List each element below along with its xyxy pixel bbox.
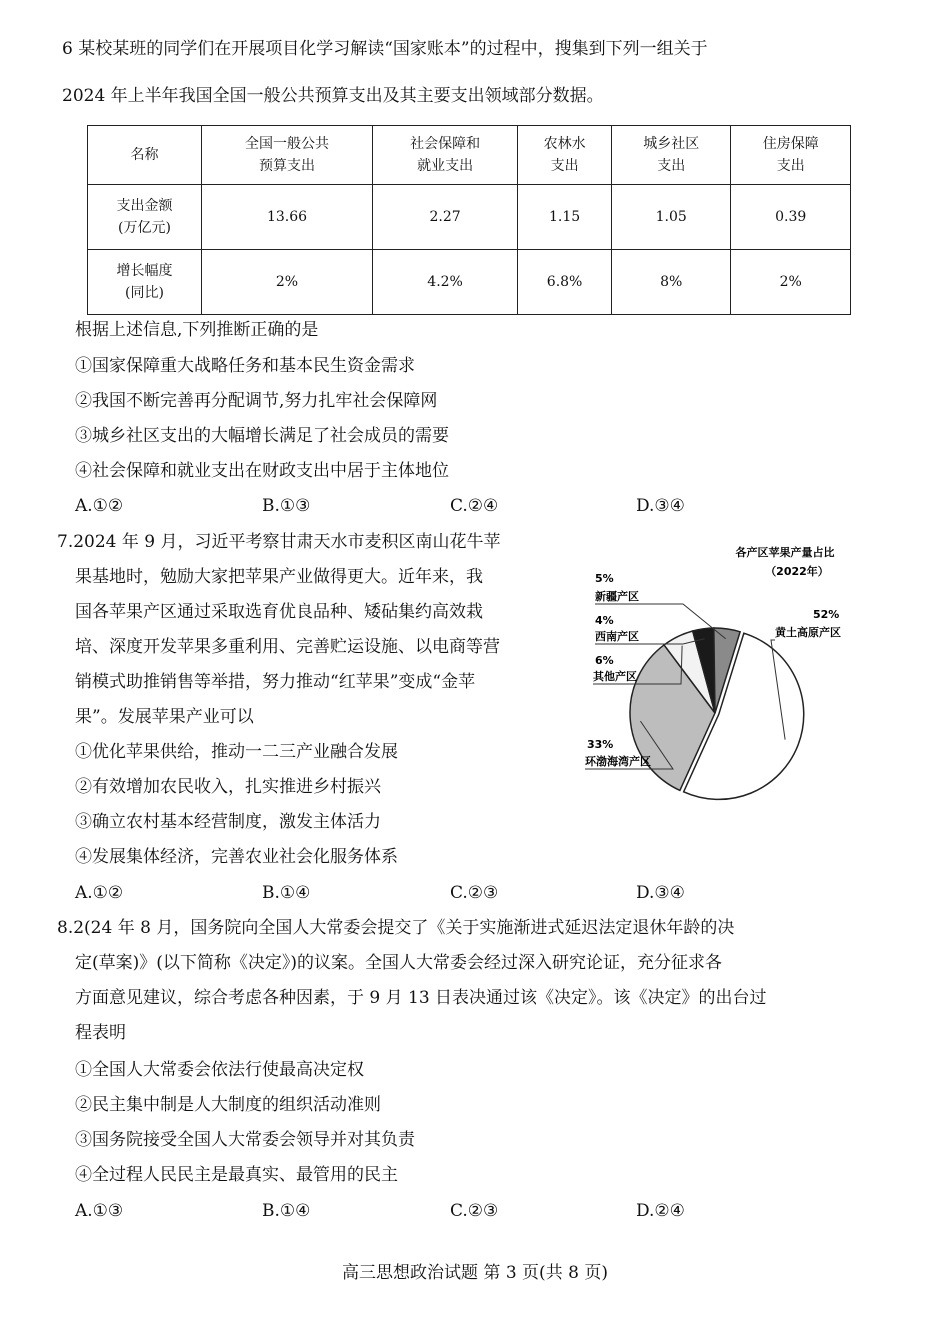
table-row-amount	[88, 185, 851, 250]
q8-option-b[interactable]: B.①④	[262, 1201, 311, 1221]
q8-stem-line-2: 定(草案)》(以下简称《决定》)的议案。全国人大常委会经过深入研究论证，充分征求各	[75, 953, 723, 973]
slice-percent-label: 5%	[595, 572, 614, 585]
q8-item-2: ②民主集中制是人大制度的组织活动准则	[75, 1095, 381, 1115]
header-cell: 城乡社区 支出	[611, 126, 731, 185]
chart-subtitle: （2022年）	[765, 565, 829, 578]
chart-title: 各产区苹果产量占比	[735, 546, 835, 559]
slice-category-label: 其他产区	[593, 670, 637, 683]
q8-item-3: ③国务院接受全国人大常委会领导并对其负责	[75, 1130, 415, 1150]
table-cell: 4.2%	[372, 250, 517, 315]
header-cell: 全国一般公共 预算支出	[202, 126, 373, 185]
q7-stem-line-4: 培、深度开发苹果多重利用、完善贮运设施、以电商等营	[75, 637, 500, 657]
table-cell: 8%	[611, 250, 731, 315]
pie-chart-svg	[585, 538, 875, 808]
q8-option-c[interactable]: C.②③	[450, 1201, 499, 1221]
q6-item-3: ③城乡社区支出的大幅增长满足了社会成员的需要	[75, 426, 449, 446]
q8-stem-line-4: 程表明	[75, 1023, 126, 1043]
q8-stem-line-1: 8.2(24 年 8 月，国务院向全国人大常委会提交了《关于实施渐进式延迟法定退休年龄的决	[57, 918, 735, 938]
header-cell: 农林水 支出	[518, 126, 612, 185]
q8-stem-line-3: 方面意见建议，综合考虑各种因素，于 9 月 13 日表决通过该《决定》。该《决定》的出台过	[75, 988, 767, 1008]
q7-item-1: ①优化苹果供给，推动一二三产业融合发展	[75, 742, 398, 762]
header-cell: 社会保障和 就业支出	[372, 126, 517, 185]
q7-stem-line-3: 国各苹果产区通过采取选育优良品种、矮砧集约高效栽	[75, 602, 483, 622]
table-cell: 2%	[202, 250, 373, 315]
slice-category-label: 黄土高原产区	[775, 626, 841, 639]
q7-option-d[interactable]: D.③④	[636, 883, 685, 903]
slice-percent-label: 52%	[813, 608, 840, 621]
q6-stem-line-2: 2024 年上半年我国全国一般公共预算支出及其主要支出领域部分数据。	[62, 86, 604, 106]
header-cell: 名称	[88, 126, 202, 185]
slice-percent-label: 6%	[595, 654, 614, 667]
q7-item-2: ②有效增加农民收入，扎实推进乡村振兴	[75, 777, 381, 797]
q6-option-d[interactable]: D.③④	[636, 496, 685, 516]
q7-option-c[interactable]: C.②③	[450, 883, 499, 903]
q8-item-1: ①全国人大常委会依法行使最高决定权	[75, 1060, 364, 1080]
q7-stem-line-1: 7.2024 年 9 月，习近平考察甘肃天水市麦积区南山花牛苹	[57, 532, 501, 552]
row-label: 增长幅度 (同比)	[88, 250, 202, 315]
table-cell: 13.66	[202, 185, 373, 250]
table-cell: 6.8%	[518, 250, 612, 315]
q6-item-2: ②我国不断完善再分配调节,努力扎牢社会保障网	[75, 391, 438, 411]
slice-category-label: 西南产区	[595, 630, 639, 643]
q7-item-4: ④发展集体经济，完善农业社会化服务体系	[75, 847, 398, 867]
page-footer: 高三思想政治试题 第 3 页(共 8 页)	[342, 1263, 608, 1283]
table-cell: 1.15	[518, 185, 612, 250]
q6-item-1: ①国家保障重大战略任务和基本民生资金需求	[75, 356, 415, 376]
q7-stem-line-6: 果”。发展苹果产业可以	[75, 707, 254, 727]
q6-item-4: ④社会保障和就业支出在财政支出中居于主体地位	[75, 461, 449, 481]
table-row-growth	[88, 250, 851, 315]
q6-data-table	[87, 125, 851, 315]
q7-option-a[interactable]: A.①②	[75, 883, 124, 903]
table-cell: 2%	[731, 250, 851, 315]
slice-category-label: 新疆产区	[595, 590, 639, 603]
q7-option-b[interactable]: B.①④	[262, 883, 311, 903]
q6-question: 根据上述信息,下列推断正确的是	[75, 320, 319, 340]
q8-option-d[interactable]: D.②④	[636, 1201, 685, 1221]
apple-production-pie-chart	[585, 538, 875, 808]
table-cell: 2.27	[372, 185, 517, 250]
slice-category-label: 环渤海湾产区	[585, 755, 651, 768]
pie-slices	[630, 628, 804, 799]
slice-percent-label: 33%	[587, 738, 614, 751]
table-cell: 1.05	[611, 185, 731, 250]
header-cell: 住房保障 支出	[731, 126, 851, 185]
table-cell: 0.39	[731, 185, 851, 250]
slice-percent-label: 4%	[595, 614, 614, 627]
q6-stem-line-1: 6 某校某班的同学们在开展项目化学习解读“国家账本”的过程中，搜集到下列一组关于	[62, 39, 708, 59]
q7-stem-line-5: 销模式助推销售等举措，努力推动“红苹果”变成“金苹	[75, 672, 476, 692]
q6-option-a[interactable]: A.①②	[75, 496, 124, 516]
q8-item-4: ④全过程人民民主是最真实、最管用的民主	[75, 1165, 398, 1185]
q7-item-3: ③确立农村基本经营制度，激发主体活力	[75, 812, 381, 832]
q6-option-c[interactable]: C.②④	[450, 496, 499, 516]
row-label: 支出金额 (万亿元)	[88, 185, 202, 250]
q7-stem-line-2: 果基地时，勉励大家把苹果产业做得更大。近年来，我	[75, 567, 483, 587]
q6-option-b[interactable]: B.①③	[262, 496, 311, 516]
table-header-row	[88, 126, 851, 185]
q8-option-a[interactable]: A.①③	[75, 1201, 124, 1221]
